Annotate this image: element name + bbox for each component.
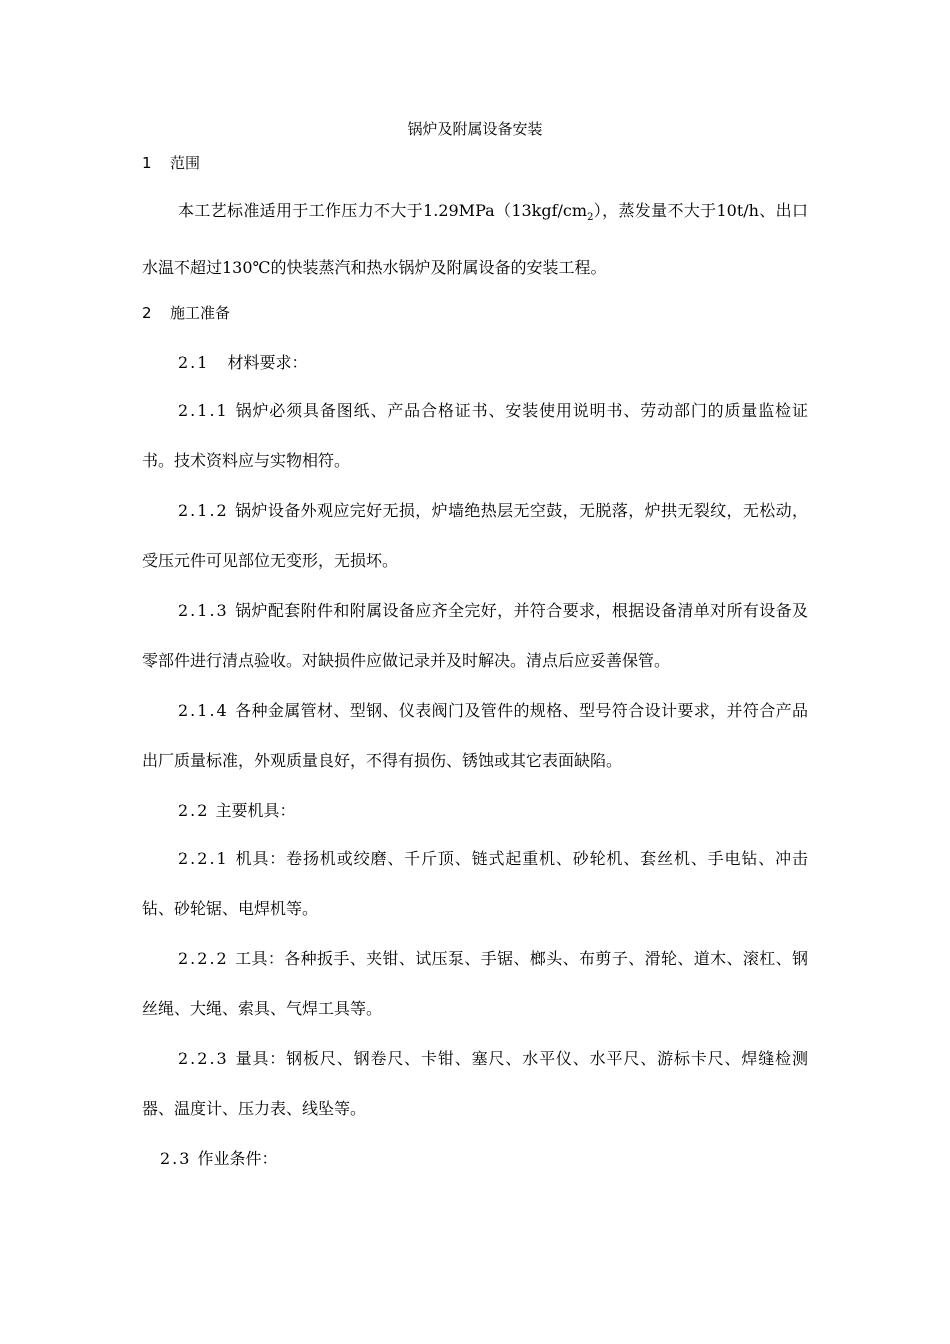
item-2-3 xyxy=(160,1148,277,1170)
item-2-1 xyxy=(178,352,307,374)
section-heading-preparation xyxy=(142,302,230,324)
document-title: 锅炉及附属设备安装 xyxy=(407,120,543,138)
item-number: 2.1.4 xyxy=(178,701,229,720)
section-number: 2 xyxy=(142,304,152,322)
item-number: 2.1.3 xyxy=(178,601,229,620)
scope-subscript: 2 xyxy=(587,212,594,224)
item-text: 材料要求： xyxy=(227,353,308,372)
item-number: 2.2.2 xyxy=(178,949,229,968)
item-2-2-1 xyxy=(142,834,808,934)
item-text: 工具：各种扳手、夹钳、试压泵、手锯、榔头、布剪子、滑轮、道木、滚杠、钢丝绳、大绳、索具、气焊工具等。 xyxy=(142,949,808,1018)
scope-paragraph xyxy=(142,186,808,293)
item-number: 2.2.1 xyxy=(178,849,229,868)
scope-text-start: 本工艺标准适用于工作压力不大于1.29MPa（13kgf/cm xyxy=(178,201,588,220)
section-title: 范围 xyxy=(170,154,201,172)
item-2-1-1 xyxy=(142,386,808,486)
item-2-2-2 xyxy=(142,934,808,1034)
item-text: 量具：钢板尺、钢卷尺、卡钳、塞尺、水平仪、水平尺、游标卡尺、焊缝检测器、温度计、压力表、线坠等。 xyxy=(142,1049,808,1118)
item-2-1-2 xyxy=(142,486,808,586)
section-title: 施工准备 xyxy=(170,304,231,322)
scope-text-end: ），蒸发量不大于10t/h、出口水温不超过130℃的快装蒸汽和热水锅炉及附属设备的安装工程。 xyxy=(142,201,808,278)
item-2-1-3 xyxy=(142,586,808,686)
item-text: 主要机具： xyxy=(215,801,296,820)
item-text: 锅炉必须具备图纸、产品合格证书、安装使用说明书、劳动部门的质量监检证书。技术资料应与实物相符。 xyxy=(142,401,808,470)
item-text: 各种金属管材、型钢、仪表阀门及管件的规格、型号符合设计要求，并符合产品出厂质量标准，外观质量良好，不得有损伤、锈蚀或其它表面缺陷。 xyxy=(142,701,808,770)
item-text: 锅炉配套附件和附属设备应齐全完好，并符合要求，根据设备清单对所有设备及零部件进行清点验收。对缺损件应做记录并及时解决。清点后应妥善保管。 xyxy=(142,601,808,670)
item-number: 2.2 xyxy=(178,801,210,820)
section-heading-scope xyxy=(142,152,200,174)
item-text: 作业条件： xyxy=(197,1149,278,1168)
item-text: 机具：卷扬机或绞磨、千斤顶、链式起重机、砂轮机、套丝机、手电钻、冲击钻、砂轮锯、电焊机等。 xyxy=(142,849,808,918)
item-2-1-4 xyxy=(142,686,808,786)
item-2-2-3 xyxy=(142,1034,808,1134)
item-number: 2.2.3 xyxy=(178,1049,229,1068)
item-number: 2.1.1 xyxy=(178,401,229,420)
item-number: 2.3 xyxy=(160,1149,192,1168)
section-number: 1 xyxy=(142,154,152,172)
item-number: 2.1.2 xyxy=(178,501,229,520)
item-text: 锅炉设备外观应完好无损，炉墙绝热层无空鼓，无脱落，炉拱无裂纹，无松动，受压元件可见部位无变形，无损坏。 xyxy=(142,501,808,570)
item-2-2 xyxy=(178,800,295,822)
item-number: 2.1 xyxy=(178,353,210,372)
